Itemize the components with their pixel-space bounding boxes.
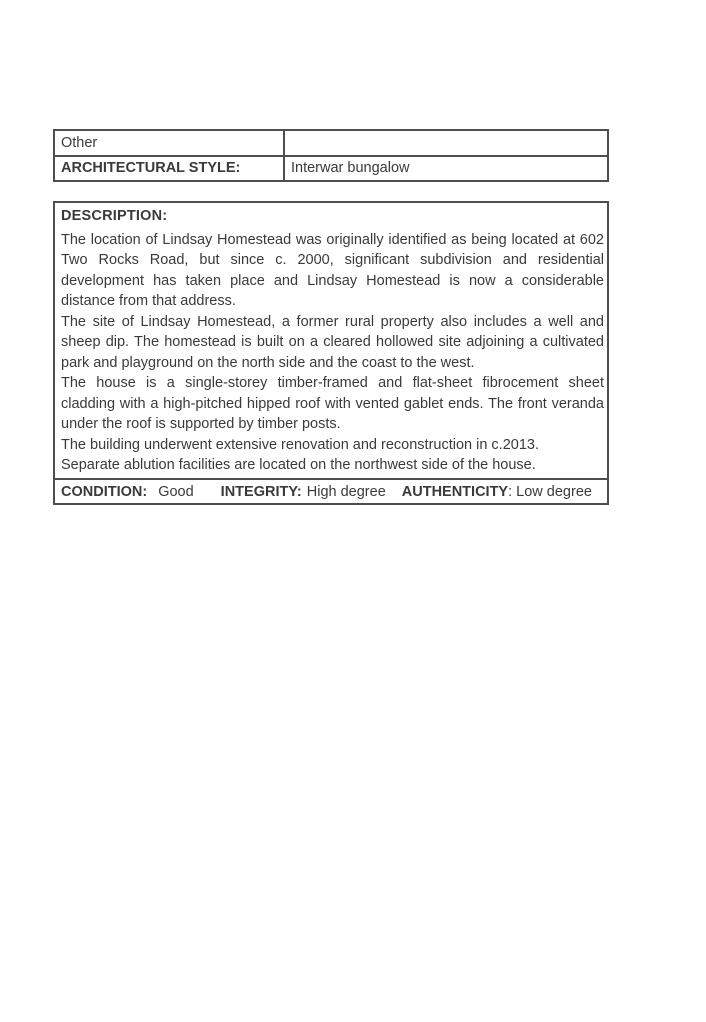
other-value-cell (284, 130, 608, 156)
description-paragraph-site: The site of Lindsay Homestead, a former rural property also includes a well and sheep dip. The homestead is built on a cleared hollowed site adjoining a cultivated park and playground on the north side and the coast to the west. (61, 313, 604, 371)
condition-label: CONDITION: (61, 483, 148, 500)
architectural-style-table (53, 129, 609, 182)
table-row-architectural-style (54, 156, 608, 181)
description-heading: DESCRIPTION: (61, 208, 168, 224)
table-row-other (54, 130, 608, 156)
condition-value: Good (158, 483, 194, 500)
description-box (53, 201, 609, 505)
architectural-style-label-cell: ARCHITECTURAL STYLE: (54, 156, 284, 181)
description-paragraph-ablution: Separate ablution facilities are located on the northwest side of the house. (61, 457, 536, 473)
description-paragraph-house: The house is a single-storey timber-framed and flat-sheet fibrocement sheet cladding with a high-pitched hipped roof with vented gablet ends. The front veranda under the roof is supported by timber posts. (61, 375, 604, 432)
authenticity-label: AUTHENTICITY (401, 483, 509, 500)
integrity-value: High degree (306, 483, 386, 500)
other-label-cell: Other (54, 130, 284, 156)
assessment-row (55, 478, 607, 503)
description-paragraph-location: The location of Lindsay Homestead was originally identified as being located at 602 Two Rocks Road, but since c. 2000, significant subdivision and residential development has taken place and Lindsay Homestead is now a considerable distance from that address. (61, 231, 604, 309)
architectural-style-value-cell: Interwar bungalow (284, 156, 608, 181)
description-body (55, 203, 607, 478)
authenticity-value: : Low degree (508, 483, 592, 500)
integrity-label: INTEGRITY: (220, 483, 302, 500)
description-paragraph-renovation: The building underwent extensive renovation and reconstruction in c.2013. (61, 436, 539, 453)
